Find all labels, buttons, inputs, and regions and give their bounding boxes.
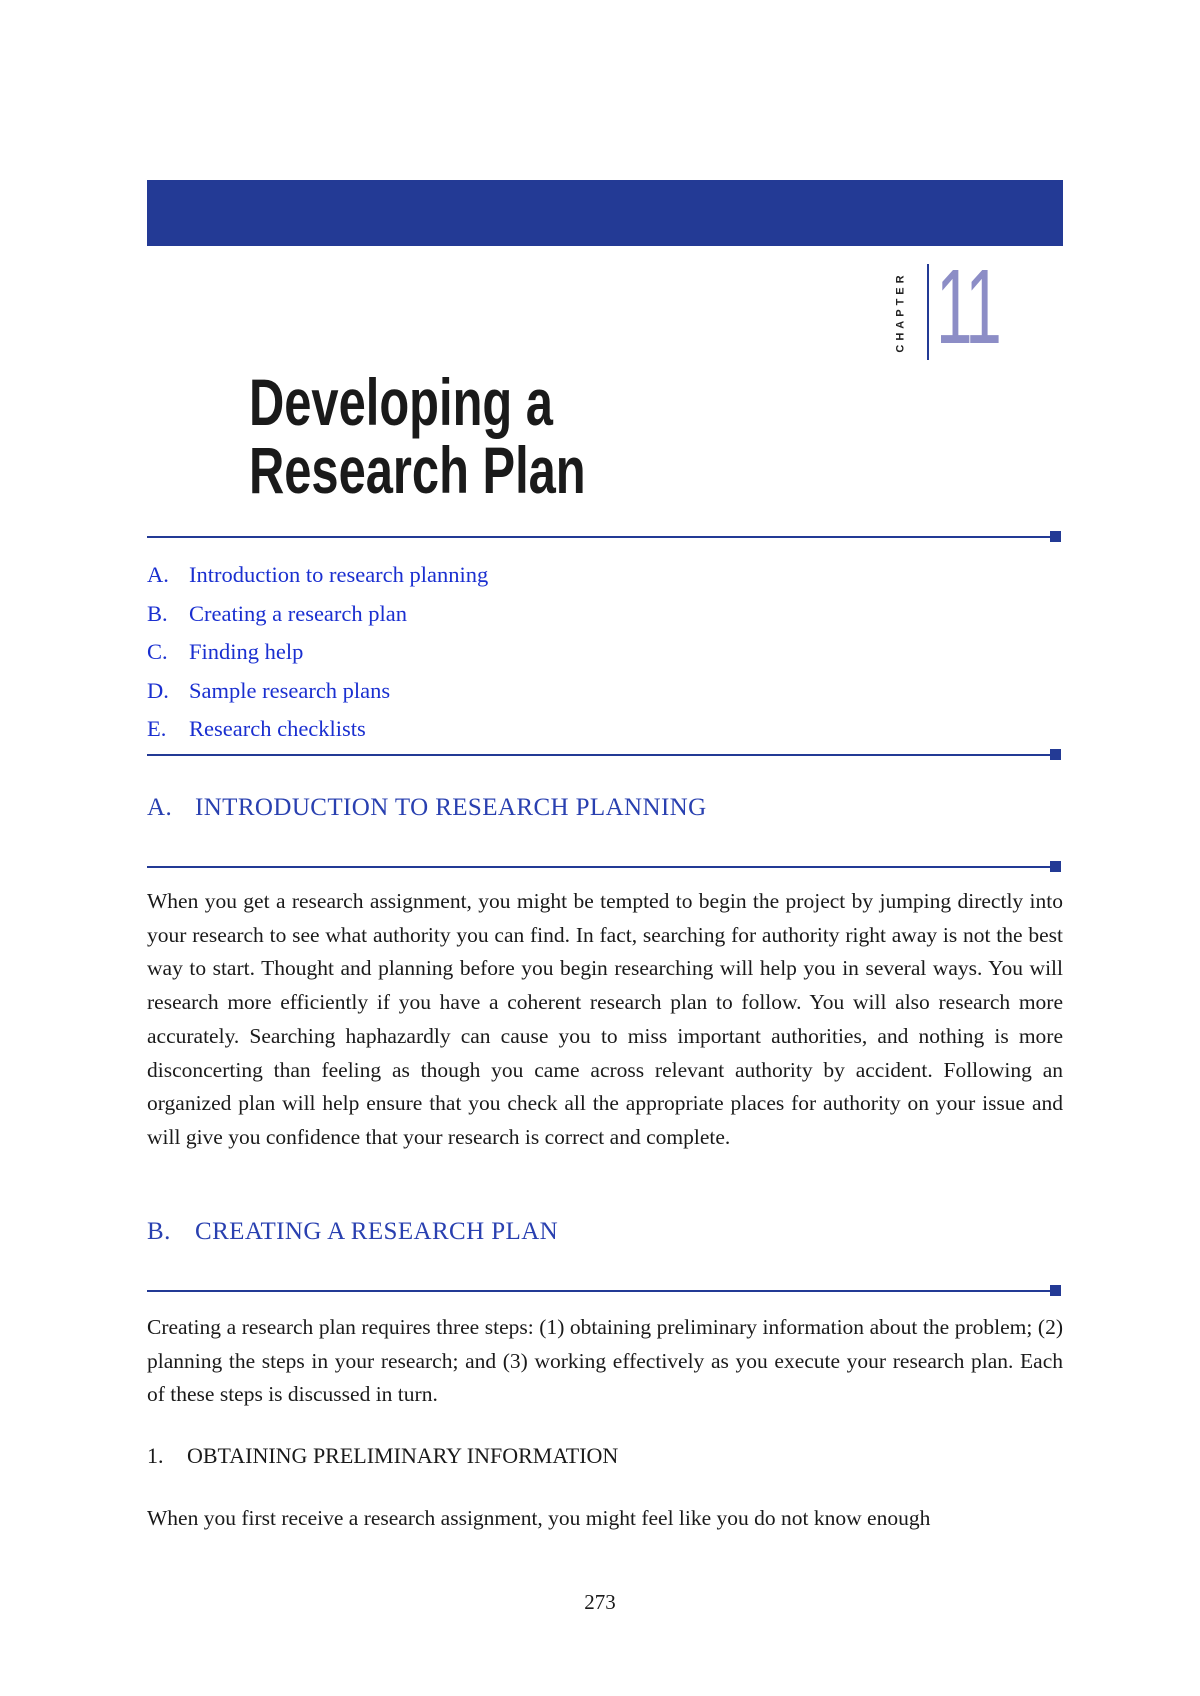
section-a-number: A. [147, 794, 173, 821]
outline-item-label: Creating a research plan [189, 600, 408, 626]
section-b-heading [147, 1218, 558, 1246]
chapter-title [249, 365, 586, 507]
section-b-title: CREATING A RESEARCH PLAN [195, 1218, 559, 1245]
subsection-1-paragraph: When you first receive a research assignment, you might feel like you do not know enough [147, 1506, 931, 1530]
outline-item-label: Research checklists [189, 716, 366, 741]
chapter-title-line-2: Research Plan [249, 433, 586, 507]
section-a-rule [147, 866, 1052, 868]
outline-item[interactable] [147, 710, 488, 749]
chapter-label-text: CHAPTER [895, 271, 908, 353]
outline-item-label: Introduction to research planning [189, 562, 489, 587]
toc-bottom-rule [147, 754, 1052, 756]
toc-top-rule [147, 536, 1052, 538]
outline-item-label: Sample research plans [189, 677, 391, 703]
section-a-heading [147, 794, 707, 822]
outline-item-letter: E. [147, 716, 167, 741]
toc-bottom-rule-end [1050, 749, 1061, 760]
outline-item-letter: D. [147, 677, 169, 703]
subsection-1-heading [147, 1443, 618, 1469]
outline-item[interactable] [147, 633, 488, 672]
chapter-outline [147, 556, 488, 749]
outline-item[interactable] [147, 556, 488, 595]
section-b-number: B. [147, 1218, 171, 1245]
page-number: 273 [584, 1590, 616, 1614]
chapter-title-line-1: Developing a [249, 365, 553, 439]
chapter-divider [927, 264, 929, 360]
section-b-rule-end [1050, 1285, 1061, 1296]
outline-item-letter: B. [147, 600, 168, 626]
section-a-title: INTRODUCTION TO RESEARCH PLANNING [195, 794, 707, 821]
outline-item-label: Finding help [189, 639, 304, 664]
chapter-label [890, 262, 912, 362]
chapter-number: 11 [936, 248, 1000, 366]
outline-item[interactable] [147, 595, 488, 634]
section-a-rule-end [1050, 861, 1061, 872]
subsection-1-title: OBTAINING PRELIMINARY INFORMATION [187, 1443, 619, 1468]
section-a-paragraph: When you get a research assignment, you might be tempted to begin the project by jumping directly into your research to see what authority you can find. In fact, searching for authority right away is not the best way to start. Thought and planning before you begin researching will help you in several ways. You will research more efficiently if you have a coherent research plan to follow. You will also research more accurately. Searching haphazardly can cause you to miss important authorities, and nothing is more disconcerting than feeling as though you came across relevant authority by accident. Following an organized plan will help ensure that you check all the appropriate places for authority on your issue and will give you confidence that your research is correct and complete. [147, 889, 1063, 1149]
outline-item-letter: C. [147, 639, 168, 664]
subsection-1-number: 1. [147, 1443, 164, 1468]
chapter-header-band [147, 180, 1063, 246]
toc-top-rule-end [1050, 531, 1061, 542]
outline-item-letter: A. [147, 562, 169, 587]
outline-item[interactable] [147, 672, 488, 711]
section-b-rule [147, 1290, 1052, 1292]
section-b-paragraph: Creating a research plan requires three steps: (1) obtaining preliminary information about the problem; (2) planning the steps in your research; and (3) working effectively as you execute your research plan. Each of these steps is discussed in turn. [147, 1315, 1063, 1407]
